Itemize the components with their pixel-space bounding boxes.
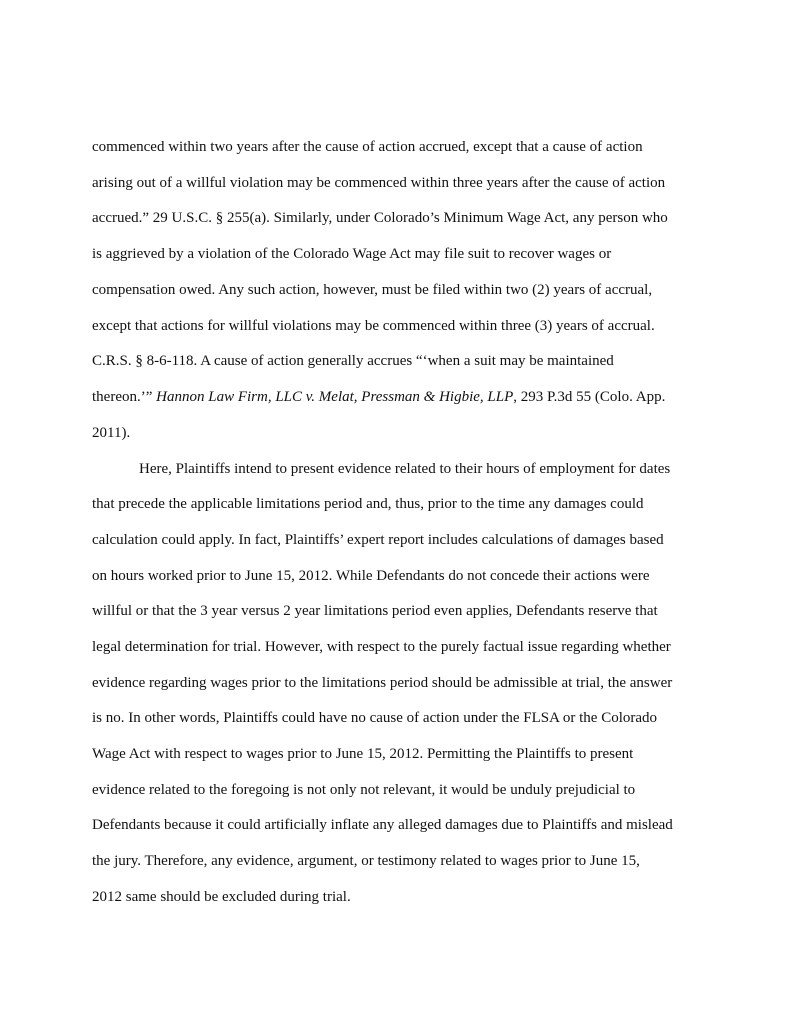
text-line: evidence regarding wages prior to the limitations period should be admissible at trial, the answer [92, 675, 673, 691]
text-line: commenced within two years after the cause of action accrued, except that a cause of action [92, 139, 643, 155]
case-name: Hannon Law Firm, LLC v. Melat, Pressman & Higbie, LLP [156, 389, 514, 405]
text-line: on hours worked prior to June 15, 2012. While Defendants do not concede their actions were [92, 568, 650, 584]
text-line: willful or that the 3 year versus 2 year limitations period even applies, Defendants reserve that [92, 603, 658, 619]
text-line: Defendants because it could artificially inflate any alleged damages due to Plaintiffs and mislead [92, 817, 673, 833]
text-line: is aggrieved by a violation of the Colorado Wage Act may file suit to recover wages or [92, 246, 612, 262]
text-line: C.R.S. § 8-6-118. A cause of action generally accrues “‘when a suit may be maintained [92, 353, 614, 369]
text-line: arising out of a willful violation may be commenced within three years after the cause of action [92, 175, 666, 191]
text-line: 2012 same should be excluded during trial. [92, 889, 351, 905]
text-line: that precede the applicable limitations period and, thus, prior to the time any damages could [92, 496, 644, 512]
text-line: Wage Act with respect to wages prior to June 15, 2012. Permitting the Plaintiffs to present [92, 746, 634, 762]
citation-lead: thereon.’” [92, 389, 157, 405]
text-line: 2011). [92, 425, 131, 441]
text-line-citation [92, 390, 665, 405]
text-line: compensation owed. Any such action, however, must be filed within two (2) years of accrual, [92, 282, 653, 298]
text-line: the jury. Therefore, any evidence, argument, or testimony related to wages prior to June 15, [92, 853, 640, 869]
text-line: evidence related to the foregoing is not only not relevant, it would be unduly prejudicial to [92, 782, 636, 798]
citation-reporter: , 293 P.3d 55 (Colo. App. [513, 389, 666, 405]
text-line: is no. In other words, Plaintiffs could have no cause of action under the FLSA or the Colorado [92, 710, 658, 726]
text-line: except that actions for willful violations may be commenced within three (3) years of accrual. [92, 318, 655, 334]
text-line: accrued.” 29 U.S.C. § 255(a). Similarly, under Colorado’s Minimum Wage Act, any person who [92, 210, 668, 226]
text-line: Here, Plaintiffs intend to present evidence related to their hours of employment for dates [139, 461, 671, 477]
text-line: legal determination for trial. However, with respect to the purely factual issue regarding whether [92, 639, 671, 655]
text-line: calculation could apply. In fact, Plaintiffs’ expert report includes calculations of damages based [92, 532, 664, 548]
